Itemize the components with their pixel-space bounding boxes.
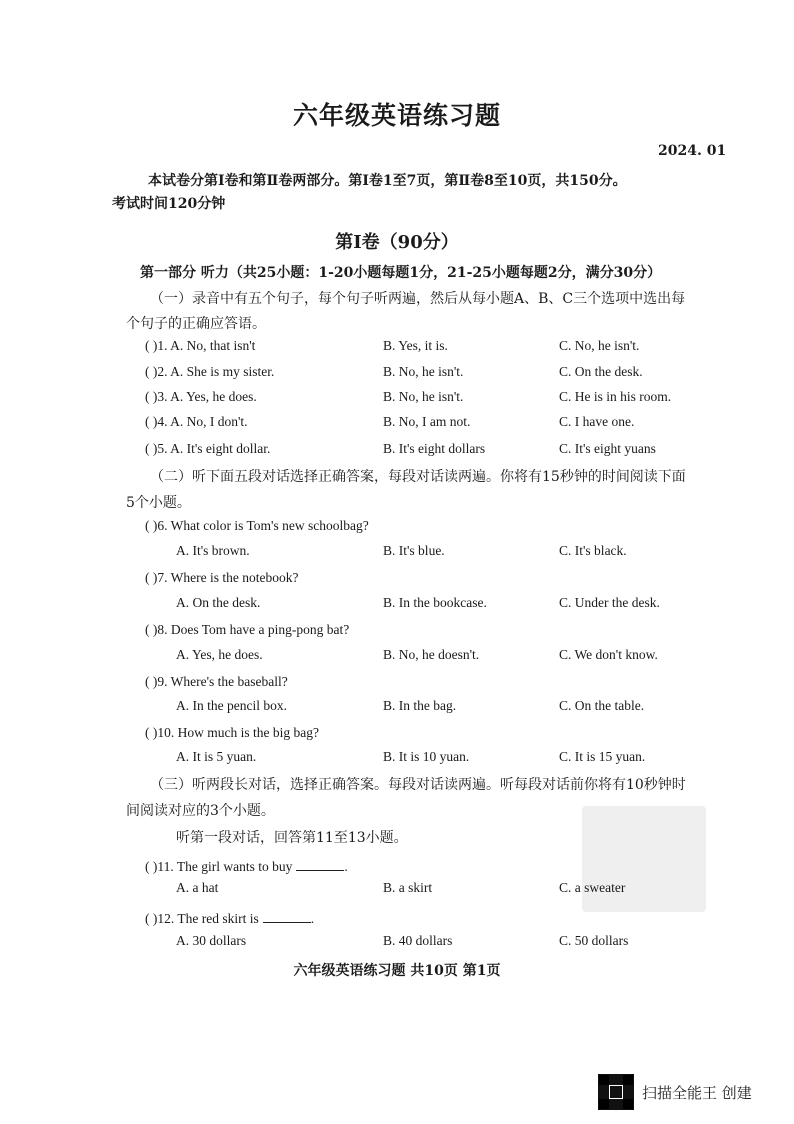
answer-blank: [263, 910, 311, 923]
answer-blank: [296, 858, 344, 871]
option-b: B. In the bag.: [383, 698, 457, 713]
question-2-b: B. No, he isn't.: [383, 364, 464, 379]
page-footer: 六年级英语练习题 共10页 第1页: [293, 963, 501, 979]
question-4-c: C. I have one.: [559, 414, 635, 429]
option-a: A. In the pencil box.: [176, 698, 287, 713]
option-b: B. In the bookcase.: [383, 595, 487, 610]
question-10-options: [176, 749, 716, 771]
option-a: A. Yes, he does.: [176, 647, 263, 662]
option-c: C. It's black.: [559, 543, 627, 558]
question-8-options: [176, 647, 716, 669]
question-12-options: [176, 933, 716, 955]
question-8-stem: ( )8. Does Tom have a ping-pong bat?: [145, 622, 350, 637]
sec3-instruction-1: （三）听两段长对话，选择正确答案。每段对话读两遍。听每段对话前你将有10秒钟时: [150, 777, 686, 793]
question-4-a: ( )4. A. No, I don't.: [145, 414, 248, 429]
question-row: [145, 338, 705, 360]
option-c: C. 50 dollars: [559, 933, 629, 948]
question-10-stem: ( )10. How much is the big bag?: [145, 725, 319, 740]
question-6-options: [176, 543, 716, 565]
scanner-label: 扫描全能王 创建: [642, 1083, 752, 1102]
question-11-stem: ( )11. The girl wants to buy .: [145, 859, 348, 874]
option-c: C. On the table.: [559, 698, 645, 713]
sec1-instruction-2: 个句子的正确应答语。: [126, 316, 266, 332]
page-title: 六年级英语练习题: [292, 101, 501, 130]
option-b: B. It is 10 yuan.: [383, 749, 470, 764]
option-a: A. 30 dollars: [176, 933, 247, 948]
question-9-options: [176, 698, 716, 720]
question-12-text: ( )12. The red skirt is: [145, 911, 259, 926]
option-c: C. We don't know.: [559, 647, 658, 662]
intro-line-2: 考试时间120分钟: [112, 196, 226, 212]
qr-code-icon: [598, 1074, 634, 1110]
question-7-stem: ( )7. Where is the notebook?: [145, 570, 299, 585]
part1-heading: 第一部分 听力（共25小题：1-20小题每题1分，21-25小题每题2分，满分30分）: [140, 265, 662, 281]
question-row: [145, 414, 705, 436]
question-3-c: C. He is in his room.: [559, 389, 672, 404]
option-c: C. Under the desk.: [559, 595, 660, 610]
option-c: C. a sweater: [559, 880, 626, 895]
scanner-watermark: [598, 1075, 752, 1109]
question-2-a: ( )2. A. She is my sister.: [145, 364, 275, 379]
question-7-options: [176, 595, 716, 617]
sec2-instruction-2: 5个小题。: [126, 495, 191, 511]
sec2-instruction-1: （二）听下面五段对话选择正确答案，每段对话读两遍。你将有15秒钟的时间阅读下面: [150, 469, 686, 485]
option-a: A. a hat: [176, 880, 219, 895]
exam-date: 2024. 01: [658, 143, 727, 159]
question-5-b: B. It's eight dollars: [383, 441, 486, 456]
sec1-instruction-1: （一）录音中有五个句子，每个句子听两遍，然后从每小题A、B、C三个选项中选出每: [150, 291, 686, 307]
question-3-a: ( )3. A. Yes, he does.: [145, 389, 257, 404]
question-2-c: C. On the desk.: [559, 364, 643, 379]
question-row: [145, 389, 705, 411]
option-b: B. 40 dollars: [383, 933, 453, 948]
sec3-instruction-2: 间阅读对应的3个小题。: [126, 803, 275, 819]
question-3-b: B. No, he isn't.: [383, 389, 464, 404]
option-c: C. It is 15 yuan.: [559, 749, 646, 764]
question-12-stem: ( )12. The red skirt is .: [145, 911, 315, 926]
question-1-c: C. No, he isn't.: [559, 338, 640, 353]
question-5-a: ( )5. A. It's eight dollar.: [145, 441, 271, 456]
question-9-stem: ( )9. Where's the baseball?: [145, 674, 288, 689]
intro-line-1: 本试卷分第Ⅰ卷和第Ⅱ卷两部分。第Ⅰ卷1至7页，第Ⅱ卷8至10页，共150分。: [148, 173, 627, 189]
option-a: A. It's brown.: [176, 543, 250, 558]
question-5-c: C. It's eight yuans: [559, 441, 656, 456]
question-11-text: ( )11. The girl wants to buy: [145, 859, 293, 874]
option-b: B. a skirt: [383, 880, 433, 895]
sec3-sub-instruction: 听第一段对话，回答第11至13小题。: [176, 830, 408, 846]
question-1-a: ( )1. A. No, that isn't: [145, 338, 256, 353]
question-11-options: [176, 880, 716, 902]
option-b: B. No, he doesn't.: [383, 647, 480, 662]
option-b: B. It's blue.: [383, 543, 445, 558]
question-row: [145, 441, 705, 463]
question-6-stem: ( )6. What color is Tom's new schoolbag?: [145, 518, 369, 533]
volume-heading: 第Ⅰ卷（90分）: [335, 232, 459, 253]
question-4-b: B. No, I am not.: [383, 414, 471, 429]
option-a: A. On the desk.: [176, 595, 261, 610]
question-1-b: B. Yes, it is.: [383, 338, 448, 353]
question-row: [145, 364, 705, 386]
option-a: A. It is 5 yuan.: [176, 749, 257, 764]
